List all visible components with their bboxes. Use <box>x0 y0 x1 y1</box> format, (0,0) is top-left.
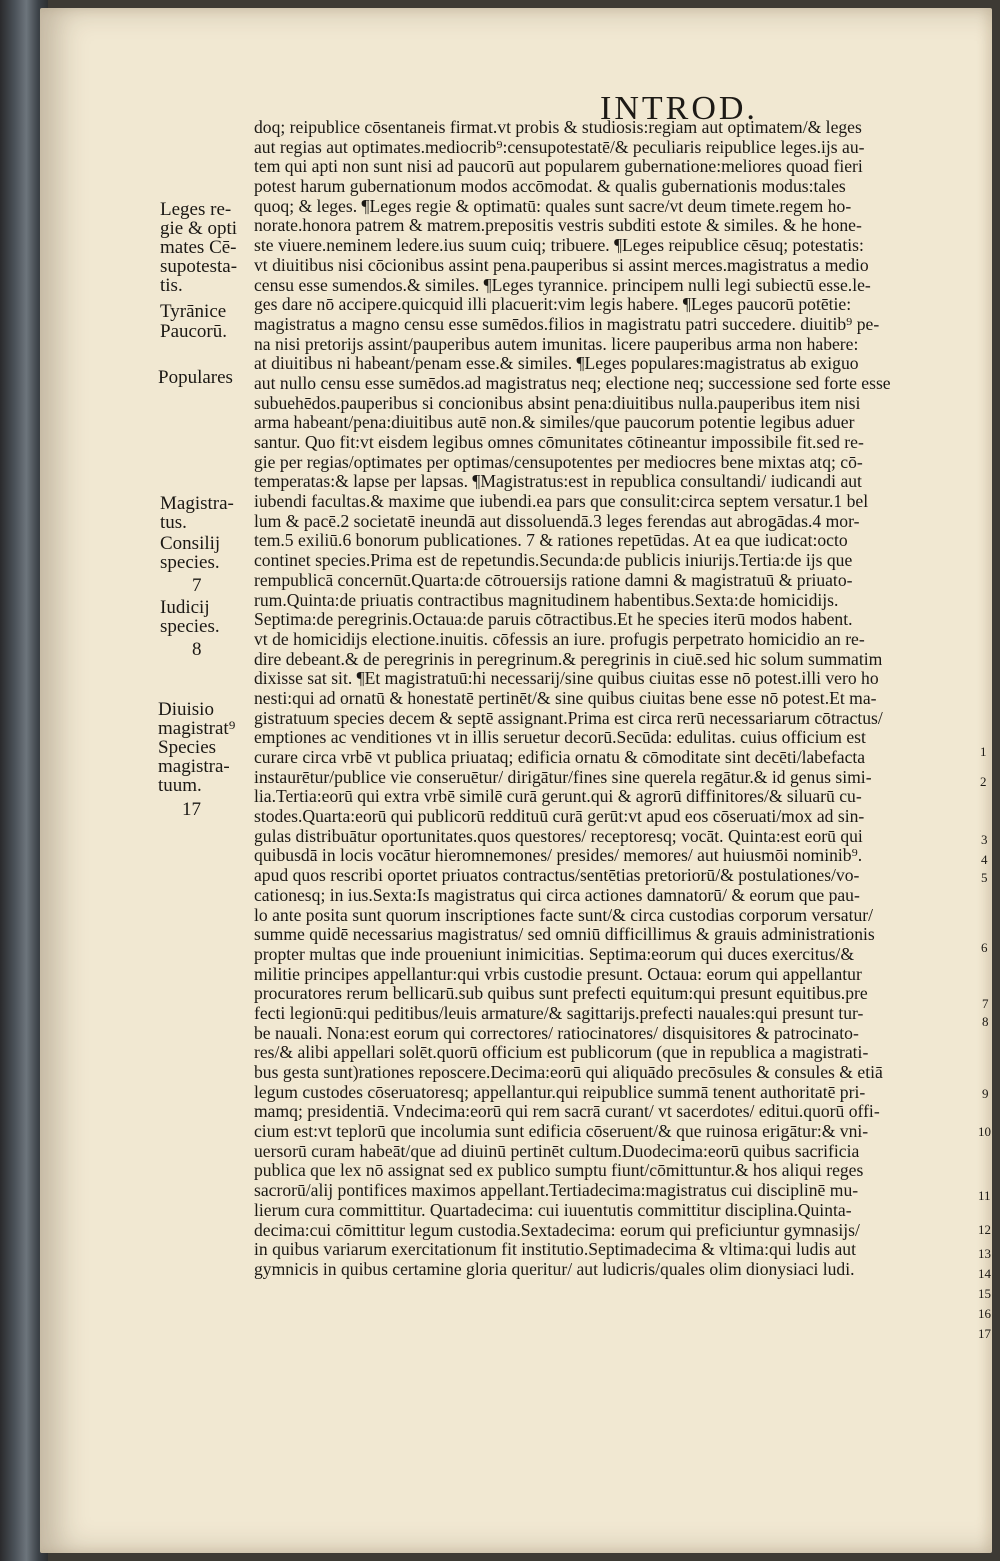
text-line: ges dare nō accipere.quicquid illi placuerit:vim legis habere. ¶Leges paucorū potētie: <box>254 295 852 315</box>
text-line: in quibus variarum exercitationum fit institutio.Septimadecima & vltima:qui ludis aut <box>254 1240 856 1260</box>
text-line: publica que lex nō assignat sed ex publico sumptu fiunt/cōmittuntur.& hos aliqui reges <box>254 1161 864 1181</box>
text-line: dixisse sat sit. ¶Et magistratuū:hi necessarij/sine quibus ciuitas esse nō potest.illi vero ho <box>254 669 879 689</box>
text-line: santur. Quo fit:vt eisdem legibus omnes cōmunitates cōtineantur impossibile fit.sed re- <box>254 433 864 452</box>
margin-line: 8 <box>192 639 202 660</box>
text-line: vt de homicidijs electione.inuitis. cōfessis an iure. profugis perpetrato homicidio an re- <box>254 629 865 649</box>
text-line: procuratores rerum bellicarū.sub quibus sunt prefecti equitum:qui presunt equitibus.pre <box>254 984 868 1004</box>
text-line: vt diuitibus nisi cōcionibus assint pena.pauperibus si assint merces.magistratus a medio <box>254 255 869 275</box>
text-line: temperatas:& lapse per lapsas. ¶Magistratus:est in republica consultandi/ iudicandi aut <box>254 472 862 492</box>
right-margin-number: 17 <box>978 1326 991 1341</box>
margin-line: tus. <box>160 512 187 533</box>
margin-note-num-7 <box>192 576 202 595</box>
margin-line: 7 <box>192 575 202 596</box>
text-line: instaurētur/publice vie conseruētur/ dirigātur/fines sine querela regātur.& id genus simi- <box>254 767 872 787</box>
text-line: rum.Quinta:de priuatis contractibus magnitudinem habentibus.Sexta:de homicidijs. <box>254 590 839 610</box>
right-margin-number: 4 <box>981 852 988 867</box>
margin-line: species. <box>160 616 220 637</box>
text-line: quoq; & leges. ¶Leges regie & optimatū: quales sunt sacre/vt deum timete.regem ho- <box>254 196 852 216</box>
right-margin-number: 14 <box>978 1266 991 1281</box>
main-text-block <box>254 118 966 1280</box>
text-line: lia.Tertia:eorū qui extra vrbē similē curā gerunt.qui & agrorū diffinitores/& siluarū cu- <box>254 787 862 807</box>
margin-line: Populares <box>158 367 233 388</box>
text-line: subuehēdos.pauperibus si concionibus absint pena:diuitibus nulla.pauperibus item nisi <box>254 393 861 413</box>
margin-line: Species <box>158 737 217 758</box>
text-line: mamq; presidentiā. Vndecima:eorū qui rem sacrā curant/ vt sacerdotes/ editui.quorū offi- <box>254 1102 880 1122</box>
text-line: cationesq; in ius.Sexta:Is magistratus qui circa actiones damnatorū/ & eorum que pau- <box>254 885 860 905</box>
text-line: propter multas que inde proueniunt inimicitias. Septima:eorum qui duces exercitus/& <box>254 944 855 964</box>
right-margin-number: 10 <box>978 1124 991 1139</box>
text-line: doq; reipublice cōsentaneis firmat.vt probis & studiosis:regiam aut optimatem/& leges <box>254 118 862 137</box>
right-margin-number: 13 <box>978 1246 991 1261</box>
text-line: legum custodes cōseruatoresq; appellantur.qui reipublice summā tenent authoritatē pri- <box>254 1082 866 1102</box>
margin-note-leges-regie <box>160 200 237 295</box>
text-line: militie principes appellantur:qui vrbis custodie presunt. Octaua: eorum qui appellantur <box>254 964 862 984</box>
text-line: rempublicā concernūt.Quarta:de cōtrouersijs ratione damni & magistratuū & priuato- <box>254 570 853 590</box>
margin-line: supotesta- <box>160 256 238 277</box>
text-line: res/& alibi appellari solēt.quorū officium est publicorum (que in republica a magistrati- <box>254 1043 869 1063</box>
margin-line: species. <box>160 552 220 573</box>
text-line: nesti:qui ad ornatū & honestatē pertinēt/& sine quibus ciuitas bene esse nō potest.Et ma- <box>254 688 877 708</box>
margin-line: Iudicij <box>160 597 210 618</box>
text-line: dire debeant.& de peregrinis in peregrinum.& peregrinis in ciuē.sed hic solum summatim <box>254 649 883 669</box>
right-margin-number: 6 <box>981 940 988 955</box>
text-line: aut regias aut optimates.mediocrib⁹:censupotestatē/& peculiaris reipublice leges.ijs au- <box>254 137 865 157</box>
text-line: fecti legionū:qui peditibus/leuis armature/& sagittarijs.prefecti nauales:qui presunt tur- <box>254 1003 864 1023</box>
right-margin-number: 16 <box>978 1306 991 1321</box>
text-line: apud quos rescribi oportet priuatos contractus/sentētias pretoriorū/& postulationes/vo- <box>254 866 860 886</box>
text-line: emptiones ac venditiones vt in illis seruetur decorū.Secūda: edulitas. cuius officium est <box>254 728 866 748</box>
text-line: bus gesta sunt)rationes reposcere.Decima:eorū qui aliquādo precōsules & consules & etiā <box>254 1063 883 1082</box>
text-line: aut nullo censu esse sumēdos.ad magistratus neq; electione neq; successione sed forte esse <box>254 373 891 393</box>
text-line: curare circa vrbē vt publica priuataq; edificia ornatu & cōmoditate sint decēti/labefacta <box>254 748 866 767</box>
margin-line: Consilij <box>160 533 221 554</box>
margin-line: tuum. <box>158 775 202 796</box>
running-head: INTROD. <box>600 90 758 127</box>
text-line: tem qui apti non sunt nisi ad paucorū aut popularem gubernatione:meliores quoad fieri <box>254 157 863 177</box>
right-margin-number: 11 <box>978 1188 991 1203</box>
margin-note-consilij <box>160 534 220 572</box>
text-line: norate.honora patrem & matrem.prepositis vestris subditi estote & similes. & he hone- <box>254 216 862 236</box>
right-margin-number: 5 <box>981 870 988 885</box>
text-line: tem.5 exiliū.6 bonorum publicationes. 7 & rationes repetūdas. At ea que iudicat:octo <box>254 531 848 551</box>
text-line: na nisi pretorijs assint/pauperibus autem imunitas. licere pauperibus arma non habere: <box>254 334 859 354</box>
margin-note-num-8 <box>192 640 202 659</box>
text-line: ste viuere.neminem ledere.ius suum cuiq; tribuere. ¶Leges reipublice cēsuq; potestatis: <box>254 236 864 256</box>
margin-line: magistra- <box>158 756 230 777</box>
margin-line: mates Cē- <box>160 237 237 258</box>
text-line: censu esse sumendos.& similes. ¶Leges tyrannice. principem nulli legi subiectū esse.le- <box>254 275 871 295</box>
margin-line: Tyrānice <box>160 301 227 322</box>
text-line: quibusdā in locis vocātur hieromnemones/ presides/ memores/ aut huiusmōi nominib⁹. <box>254 846 863 866</box>
margin-line: tis. <box>160 275 183 296</box>
text-line: sacrorū/alij pontifices maximos appellant.Tertiadecima:magistratus cui disciplinē mu- <box>254 1181 859 1201</box>
right-margin-number: 7 <box>982 996 989 1011</box>
text-line: cium est:vt teplorū que incolumia sunt edificia cōseruent/& que ruinosa erigātur:& vni- <box>254 1122 869 1142</box>
text-line: be nauali. Nona:est eorum qui correctores/ ratiocinatores/ disquisitores & patrocinato- <box>254 1023 859 1043</box>
right-margin-number: 1 <box>980 744 987 759</box>
text-line: gistratuum species decem & septē assignant.Prima est circa rerū necessariarum cōtractus/ <box>254 708 883 728</box>
margin-line: Magistra- <box>160 493 234 514</box>
right-margin-number: 3 <box>981 832 988 847</box>
margin-line: Paucorū. <box>160 321 228 342</box>
text-line: iubendi facultas.& maxime que iubendi.ea pars que consulit:circa septem versatur.1 bel <box>254 492 869 512</box>
margin-note-diuisio <box>158 700 235 795</box>
text-line: arma habeant/pena:diuitibus autē non.& similes/que paucorum potentie legibus aduer <box>254 413 855 433</box>
margin-note-populares <box>158 368 233 387</box>
right-margin-number: 2 <box>980 774 987 789</box>
right-margin-number: 8 <box>982 1014 989 1029</box>
text-line: continet species.Prima est de repetundis.Secunda:de publicis iniurijs.Tertia:de ijs que <box>254 551 853 571</box>
text-line: Septima:de peregrinis.Octaua:de paruis cōtractibus.Et he species iterū modos habent. <box>254 610 853 630</box>
text-line: magistratus a magno censu esse sumēdos.filios in magistratu patri succedere. diuitib⁹ pe- <box>254 314 880 334</box>
margin-line: gie & opti <box>160 218 238 239</box>
right-margin-number: 15 <box>978 1286 991 1301</box>
margin-note-iudicij <box>160 598 220 636</box>
margin-note-num-17 <box>182 800 201 819</box>
text-line: lierum cura committitur. Quartadecima: cui iuuentutis committitur disciplina.Quinta- <box>254 1200 852 1220</box>
margin-line: magistrat⁹ <box>158 718 236 739</box>
text-line: potest harum gubernationum modos accōmodat. & qualis gubernationis modus:tales <box>254 177 846 197</box>
text-line: lo ante posita sunt quorum inscriptiones facte sunt/& circa custodias corporum versatur/ <box>254 905 874 925</box>
margin-line: Leges re- <box>160 199 232 220</box>
text-line: uersorū curam habeāt/que ad diuinū pertinēt cultum.Duodecima:eorū quibus sacrificia <box>254 1141 860 1161</box>
text-line: gulas distribuātur oportunitates.quos questores/ receptoresq; vocāt. Quinta:est eorū qui <box>254 826 863 846</box>
text-line: gymnicis in quibus certamine gloria queritur/ aut ludicris/quales olim dionysiaci ludi. <box>254 1259 855 1279</box>
margin-line: Diuisio <box>158 699 214 720</box>
text-line: gie per regias/optimates per optimas/censupotentes per mediocres bene mixtas atq; cō- <box>254 452 863 472</box>
right-margin-number: 12 <box>978 1222 991 1237</box>
text-line: decima:cui cōmittitur legum custodia.Sextadecima: eorum qui preficiuntur gymnasijs/ <box>254 1220 860 1240</box>
margin-note-magistratus <box>160 494 234 532</box>
text-line: stodes.Quarta:eorū qui publicorū reddituū curā gerūt:vt apud eos cōseruati/mox ad sin- <box>254 807 865 827</box>
text-line: summe quidē necessarius magistratus/ sed omniū difficillimus & grauis administrationis <box>254 925 875 945</box>
margin-note-paucorum <box>160 322 227 341</box>
text-line: lum & pacē.2 societatē ineundā aut dissoluendā.3 leges ferendas aut abrogādas.4 mor- <box>254 511 860 531</box>
margin-line: 17 <box>182 799 201 820</box>
text-line: at diuitibus ni habeant/penam esse.& similes. ¶Leges populares:magistratus ab exiguo <box>254 354 859 374</box>
margin-note-tyrannice <box>160 302 226 321</box>
right-margin-number: 9 <box>982 1086 989 1101</box>
